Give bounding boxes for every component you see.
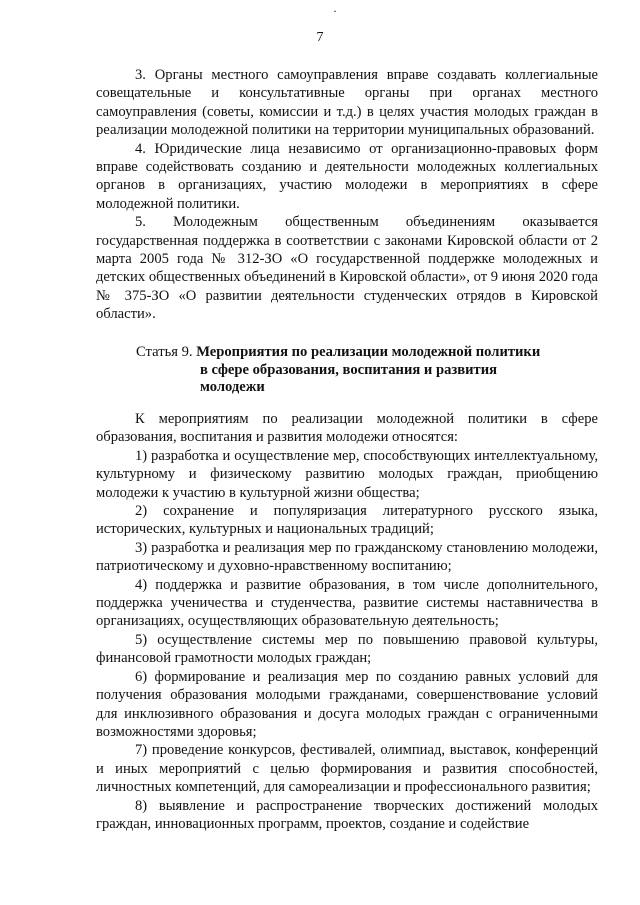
list-item-3: 3) разработка и реализация мер по гражданскому становлению молодежи, патриотическому и духовно-нравственному воспитанию; [96, 539, 598, 575]
article-title-line-2: в сфере образования, воспитания и развития [200, 361, 498, 378]
list-item-1: 1) разработка и осуществление мер, способствующих интеллектуальному, культурному и физическому развитию молодых граждан, приобщению молодежи к участию в культурной жизни общества; [96, 447, 598, 501]
section-a [96, 66, 598, 324]
article-intro: К мероприятиям по реализации молодежной политики в сфере образования, воспитания и развития молодежи относятся: [96, 411, 598, 446]
page-mark: · [333, 4, 337, 18]
article-label: Статья 9. [136, 344, 193, 360]
paragraph-3: 3. Органы местного самоуправления вправе создавать коллегиальные совещательные и консультативные органы при органах местного самоуправления (советы, комиссии и т.д.) в целях участия молодых граждан в реализации молодежной политики на территории муниципальных образований. [96, 67, 598, 139]
page-number: 7 [316, 30, 324, 45]
paragraph-4: 4. Юридические лица независимо от организационно-правовых форм вправе содействовать созданию и деятельности молодежных коллегиальных органов в организациях, участию молодежи в мероприятиях в сфере молодежной политики. [96, 140, 598, 212]
article-title-line-1: Мероприятия по реализации молодежной политики [196, 344, 541, 360]
paragraph-5: 5. Молодежным общественным объединениям оказывается государственная поддержка в соответствии с законами Кировской области от 2 марта 2005 года № 312-ЗО «О государственной поддержке молодежных и детских общественных объединений в Кировской области», от 9 июня 2020 года № 375-ЗО «О развитии деятельности студенческих отрядов в Кировской области». [96, 214, 598, 323]
list-item-7: 7) проведение конкурсов, фестивалей, олимпиад, выставок, конференций и иных мероприятий с целью формирования и развития способностей, личностных компетенций, для самореализации и профессионального развития; [96, 742, 598, 796]
article-heading [136, 344, 576, 397]
list-item-2: 2) сохранение и популяризация литературного русского языка, исторических, культурных и национальных традиций; [96, 503, 598, 538]
list-item-8: 8) выявление и распространение творческих достижений молодых граждан, инновационных программ, проектов, создание и содействие [96, 797, 598, 832]
list-item-4: 4) поддержка и развитие образования, в том числе дополнительного, поддержка ученичества и студенчества, развитие системы наставничества в организациях, осуществляющих образовательную деятельность; [96, 576, 598, 630]
article-title-line-3: молодежи [200, 379, 265, 395]
section-b [96, 410, 598, 833]
list-item-5: 5) осуществление системы мер по повышению правовой культуры, финансовой грамотности молодых граждан; [96, 631, 598, 667]
list-item-6: 6) формирование и реализация мер по созданию равных условий для получения образования молодыми гражданами, совершенствование условий для инклюзивного образования и досуга молодых граждан с ограниченными возможностями здоровья; [96, 668, 598, 740]
